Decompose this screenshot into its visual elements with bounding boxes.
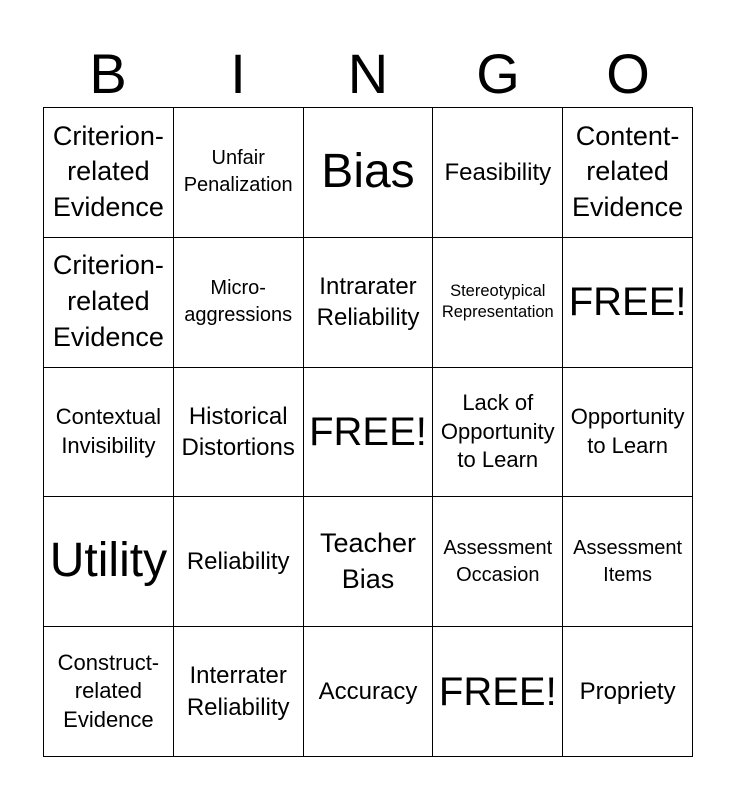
bingo-cell[interactable] xyxy=(44,368,174,498)
bingo-cell[interactable] xyxy=(304,368,434,498)
cell-text: Content- related Evidence xyxy=(572,120,684,223)
bingo-cell[interactable] xyxy=(304,497,434,627)
cell-text: Interrater Reliability xyxy=(186,662,290,721)
cell-text: Opportunity to Learn xyxy=(570,404,685,458)
free-space: FREE! xyxy=(568,280,687,325)
bingo-cell[interactable] xyxy=(174,238,304,368)
bingo-cell[interactable] xyxy=(563,238,693,368)
bingo-cell[interactable] xyxy=(433,627,563,757)
cell-text: Feasibility xyxy=(444,158,552,186)
cell-text: Utility xyxy=(49,534,168,588)
header-letter-n: N xyxy=(347,42,389,105)
cell-text: Contextual Invisibility xyxy=(55,404,161,458)
cell-text: Historical Distortions xyxy=(181,402,295,461)
cell-text: Lack of Opportunity to Learn xyxy=(440,390,555,473)
free-space: FREE! xyxy=(309,409,427,454)
header-letter-o: O xyxy=(606,42,650,105)
cell-text: Construct- related Evidence xyxy=(57,649,160,732)
bingo-cell[interactable] xyxy=(174,368,304,498)
cell-text: Accuracy xyxy=(318,678,418,705)
bingo-cell[interactable] xyxy=(174,627,304,757)
cell-text: Assessment Occasion xyxy=(443,536,553,586)
cell-text: Stereotypical Representation xyxy=(441,281,554,322)
cell-text: Assessment Items xyxy=(573,536,683,586)
bingo-cell[interactable] xyxy=(563,627,693,757)
cell-text: Micro- aggressions xyxy=(184,277,293,327)
cell-text: Criterion- related Evidence xyxy=(52,120,164,223)
bingo-cell[interactable] xyxy=(44,108,174,238)
bingo-cell[interactable] xyxy=(44,238,174,368)
bingo-cell[interactable] xyxy=(433,497,563,627)
bingo-cell[interactable] xyxy=(304,108,434,238)
header-letter-i: I xyxy=(230,42,246,105)
bingo-cell[interactable] xyxy=(433,368,563,498)
bingo-cell[interactable] xyxy=(174,108,304,238)
bingo-cell[interactable] xyxy=(563,497,693,627)
cell-text: Unfair Penalization xyxy=(183,147,293,197)
bingo-cell[interactable] xyxy=(433,108,563,238)
cell-text: Intrarater Reliability xyxy=(316,273,420,332)
bingo-grid xyxy=(43,107,693,757)
cell-text: Teacher Bias xyxy=(319,527,417,594)
bingo-cell[interactable] xyxy=(304,238,434,368)
bingo-cell[interactable] xyxy=(304,627,434,757)
bingo-cell[interactable] xyxy=(563,368,693,498)
cell-text: Reliability xyxy=(186,548,290,576)
bingo-cell[interactable] xyxy=(44,627,174,757)
cell-text: Criterion- related Evidence xyxy=(52,250,164,353)
cell-text: Bias xyxy=(321,145,415,198)
bingo-header xyxy=(43,40,693,108)
bingo-cell[interactable] xyxy=(433,238,563,368)
header-letter-b: B xyxy=(89,42,127,105)
cell-text: Propriety xyxy=(579,678,676,705)
bingo-cell[interactable] xyxy=(174,497,304,627)
bingo-cell[interactable] xyxy=(563,108,693,238)
free-space: FREE! xyxy=(438,669,557,714)
bingo-cell[interactable] xyxy=(44,497,174,627)
header-letter-g: G xyxy=(476,42,520,105)
